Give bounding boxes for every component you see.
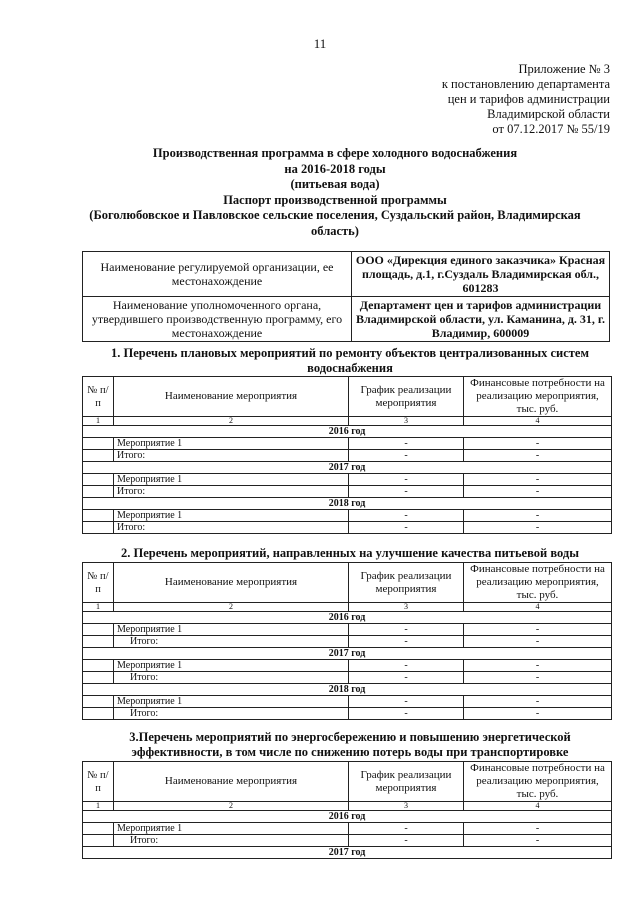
cell-value: - [349,823,464,835]
table-row [83,624,612,636]
cell-value: - [349,438,464,450]
event-name: Мероприятие 1 [114,823,349,835]
cell-value: - [464,660,612,672]
program-table-quality [82,562,612,720]
passport-label: Наименование регулируемой организации, ее местонахождение [83,252,352,297]
heading-line: (Боголюбовское и Павловское сельские поселения, Суздальский район, Владимирская область) [89,208,581,238]
cell-value: - [349,486,464,498]
cell-value: - [349,696,464,708]
appendix-line: от 07.12.2017 № 55/19 [492,122,610,136]
appendix-block [442,62,610,137]
table-row [83,823,612,835]
event-name: Мероприятие 1 [114,624,349,636]
cell-value: - [349,510,464,522]
heading-line: Производственная программа в сфере холодного водоснабжения [152,146,518,160]
column-number: 3 [349,802,464,811]
year-row [83,426,612,438]
year-row [83,847,612,859]
table-row [83,660,612,672]
table-row [83,708,612,720]
total-label: Итого: [114,486,349,498]
appendix-line: цен и тарифов администрации [447,92,610,106]
cell-value: - [349,522,464,534]
year-row [83,462,612,474]
passport-table [82,251,610,342]
cell-value: - [464,510,612,522]
year-row [83,811,612,823]
total-label: Итого: [114,672,349,684]
column-number: 1 [83,417,114,426]
table-header-row [83,377,612,417]
year-label: 2017 год [83,648,612,660]
column-header: Финансовые потребности на реализацию мероприятия, тыс. руб. [464,762,612,802]
passport-value: Департамент цен и тарифов администрации Владимирской области, ул. Каманина, д. 31, г. Владимир, 600009 [352,297,610,342]
table-row [83,672,612,684]
year-label: 2017 год [83,462,612,474]
cell-value: - [349,708,464,720]
event-name: Мероприятие 1 [114,438,349,450]
cell-value: - [464,708,612,720]
year-row [83,648,612,660]
appendix-line: Приложение № 3 [518,62,610,76]
cell-value: - [464,438,612,450]
event-name: Мероприятие 1 [114,510,349,522]
cell-value: - [349,672,464,684]
year-label: 2016 год [83,811,612,823]
page-number: 11 [313,36,327,51]
column-header: № п/п [83,377,114,417]
column-header: График реализации мероприятия [349,563,464,603]
year-label: 2017 год [83,847,612,859]
year-label: 2016 год [83,612,612,624]
event-name: Мероприятие 1 [114,660,349,672]
table-row [83,696,612,708]
cell-value: - [464,835,612,847]
year-label: 2018 год [83,684,612,696]
cell-value: - [464,450,612,462]
column-header: № п/п [83,563,114,603]
column-number-row [83,417,612,426]
cell-value: - [464,823,612,835]
heading-line: (питьевая вода) [290,177,380,191]
cell-value: - [349,450,464,462]
column-number: 4 [464,603,612,612]
heading-line: Паспорт производственной программы [223,192,447,207]
year-row [83,498,612,510]
column-number: 3 [349,603,464,612]
cell-value: - [464,672,612,684]
column-number: 2 [114,417,349,426]
cell-value: - [464,636,612,648]
table-row [83,486,612,498]
year-row [83,612,612,624]
section-title: 1. Перечень плановых мероприятий по ремонту объектов централизованных систем водоснабжения [111,346,589,375]
column-number: 2 [114,802,349,811]
column-number: 1 [83,603,114,612]
total-label: Итого: [114,636,349,648]
cell-value: - [464,522,612,534]
document-heading [70,146,600,239]
appendix-line: Владимирской области [487,107,610,121]
column-header: График реализации мероприятия [349,377,464,417]
column-number: 1 [83,802,114,811]
table-header-row [83,563,612,603]
table-header-row [83,762,612,802]
column-header: График реализации мероприятия [349,762,464,802]
cell-value: - [464,486,612,498]
column-header: Финансовые потребности на реализацию мероприятия, тыс. руб. [464,563,612,603]
passport-row [83,297,610,342]
table-row [83,438,612,450]
table-row [83,474,612,486]
section-title: 2. Перечень мероприятий, направленных на улучшение качества питьевой воды [121,546,579,560]
table-row [83,450,612,462]
heading-line: на 2016-2018 годы [284,161,386,176]
cell-value: - [349,624,464,636]
column-header: Финансовые потребности на реализацию мероприятия, тыс. руб. [464,377,612,417]
column-number: 4 [464,802,612,811]
total-label: Итого: [114,522,349,534]
cell-value: - [349,660,464,672]
passport-value: ООО «Дирекция единого заказчика» Красная площадь, д.1, г.Суздаль Владимирская обл., 601283 [352,252,610,297]
table-row [83,510,612,522]
column-header: Наименование мероприятия [114,377,349,417]
cell-value: - [464,624,612,636]
year-label: 2018 год [83,498,612,510]
year-label: 2016 год [83,426,612,438]
cell-value: - [464,474,612,486]
appendix-line: к постановлению департамента [441,77,610,91]
year-row [83,684,612,696]
event-name: Мероприятие 1 [114,474,349,486]
table-row [83,835,612,847]
program-table-energy [82,761,612,859]
column-header: № п/п [83,762,114,802]
cell-value: - [349,835,464,847]
total-label: Итого: [114,708,349,720]
column-number: 4 [464,417,612,426]
cell-value: - [349,636,464,648]
cell-value: - [349,474,464,486]
table-row [83,522,612,534]
program-table-repair [82,376,612,534]
column-header: Наименование мероприятия [114,563,349,603]
total-label: Итого: [114,835,349,847]
passport-label: Наименование уполномоченного органа, утвердившего производственную программу, его местонахождение [83,297,352,342]
column-number: 2 [114,603,349,612]
column-number-row [83,603,612,612]
column-number: 3 [349,417,464,426]
total-label: Итого: [114,450,349,462]
section-title: 3.Перечень мероприятий по энергосбережению и повышению энергетической эффективности, в том числе по снижению потерь воды при транспортировке [129,730,571,759]
event-name: Мероприятие 1 [114,696,349,708]
passport-row [83,252,610,297]
cell-value: - [464,696,612,708]
table-row [83,636,612,648]
column-header: Наименование мероприятия [114,762,349,802]
column-number-row [83,802,612,811]
